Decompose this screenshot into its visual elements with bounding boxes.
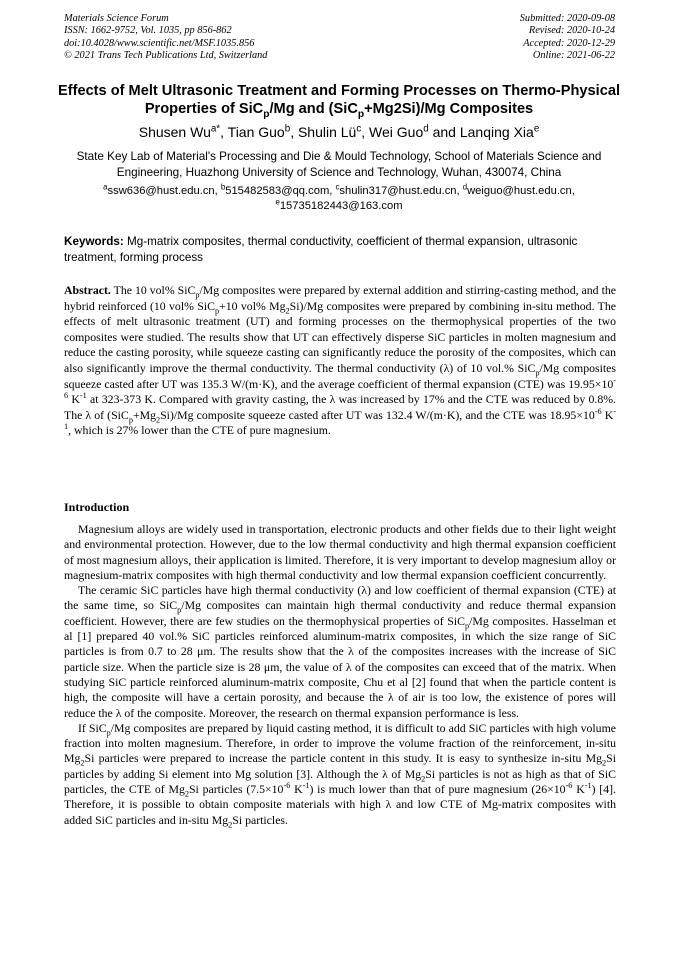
keywords-text: Mg-matrix composites, thermal conductivity, coefficient of thermal expansion, ultrasonic treatment, forming process [64,235,578,264]
affiliation: State Key Lab of Material's Processing and Die & Mould Technology, School of Materials Science and Engineering, Huazhong University of Science and Technology, Wuhan, 430074, China [76,150,602,179]
journal-name: Materials Science Forum [64,13,169,24]
email-link[interactable]: $^a$ssw636@hust.edu.cn [103,182,215,197]
author-list [40,124,638,141]
date-revised: Revised: 2020-10-24 [528,25,615,37]
author: Shulin $Lü^c$, [297,123,370,140]
dates-header [520,13,615,63]
keywords [64,234,616,265]
abstract-label: Abstract. [64,283,111,297]
paragraph: If SiC$_p$/Mg composites are prepared by liquid casting method, it is difficult to add SiC particles with high volume fraction into molten magnesium. Therefore, in order to improve the volume fraction of the reinforcement, in-situ $Mg_2Si$ particles were prepared to increase the particle content in this study. It is easy to synthesize in-situ $Mg_2Si$ particles by adding Si element into Mg solution [3]. Although the λ of $Mg_2Si$ particles is not as high as that of SiC particles, the CTE of $Mg_2Si$ particles ($7.5\times 10^{-6}$ $K^{-1}$) is much lower than that of pure magnesium ($26\times 10^{-6}$ $K^{-1}$) [4]. Therefore, it is possible to obtain composite materials with high λ and low CTE of Mg-matrix composites with added SiC particles and in-situ $Mg_2Si$ particles. [64,720,616,829]
paragraph: The ceramic SiC particles have high thermal conductivity (λ) and low coefficient of thermal expansion (CTE) at the same time, so SiC$_p$/Mg composites can maintain high thermal conductivity and reduce thermal expansion coefficient. However, there are few studies on the thermophysical properties of SiC$_p$/Mg composites. Hasselman et al [1] prepared 40 vol.% SiC particles reinforced aluminum-matrix composites, in which the size range of SiC particles is from 0.7 to 28 μm. The results show that the λ of the composites increases with the increase of SiC particle size. When the particle size is 28 μm, the value of λ of the composites can exceed that of the matrix. When studying SiC particle reinforced aluminum-matrix composite, Chu et al [2] found that when the particle content is high, the composite will have a certain porosity, and because the λ of air is too low, the existence of pores will reduce the λ of the composite. Moreover, the research on thermal expansion performance is less. [64,583,616,720]
author: Tian Guo$^b$, [227,123,298,140]
email-link[interactable]: $^b$515482583@qq.com [220,182,330,197]
author: Wei Guo$^d$ and [369,123,460,140]
keywords-label: Keywords: [64,235,124,248]
author: Lanqing Xia$^e$ [459,123,540,140]
abstract: Abstract. The 10 vol% SiC$_p$/Mg composites were prepared by external addition and stirring-casting method, and the hybrid reinforced (10 vol% SiC$_p$+10 vol% $Mg_2Si)/Mg$ composites were prepared by combining in-situ method. The effects of melt ultrasonic treatment (UT) and forming processes on the thermophysical properties of the two composites were studied. The results show that UT can effectively disperse SiC particles in molten magnesium and reduce the casting porosity, while squeeze casting can significantly reduce the porosity of the composites, which can also significantly improve the thermal conductivity. The thermal conductivity (λ) of 10 vol.% SiC$_p$/Mg composites squeeze casted after UT was 135.3 W/(m·K), and the average coefficient of thermal expansion (CTE) was $19.95\times 10^{-6}$ $K^{-1}$ at 323-373 K. Compared with gravity casting, the λ was increased by 17% and the CTE was reduced by 0.8%. The λ of $(SiC_p+Mg_2Si)/Mg$ composite squeeze casted after UT was 132.4 W/(m·K), and the CTE was $18.95\times 10^{-6}$ $K^{-1}$, which is 27% lower than the CTE of pure magnesium. [64,283,617,438]
author-emails: $^a$ssw636@hust.edu.cn, $^b$515482583@qq.com, $^c$shulin317@hust.edu.cn, $^d$weiguo@hust.edu.cn, $^e$15735182443@163.com [103,182,575,212]
email-link[interactable]: $^e$15735182443@163.com [275,197,403,212]
journal-header [64,13,267,63]
date-accepted: Accepted: 2020-12-29 [523,37,615,49]
journal-doi[interactable]: doi:10.4028/www.scientific.net/MSF.1035.856 [64,37,255,49]
date-submitted: Submitted: 2020-09-08 [519,13,615,24]
section-heading-introduction: Introduction [64,500,130,514]
introduction-body [64,522,616,828]
email-link[interactable]: $^c$shulin317@hust.edu.cn [335,182,457,197]
paragraph: Magnesium alloys are widely used in transportation, electronic products and other fields due to their light weight and environmental protection. However, due to the low thermal conductivity and high thermal expansion coefficient of most magnesium alloys, their application is limited. Therefore, it is very important to develop magnesium alloy or magnesium-matrix composites with high thermal conductivity and low thermal expansion coefficient concurrently. [64,522,616,582]
email-link[interactable]: $^d$weiguo@hust.edu.cn [462,182,572,197]
journal-copyright: © 2021 Trans Tech Publications Ltd, Switzerland [64,50,268,62]
date-online: Online: 2021-06-22 [532,50,615,62]
author: Shusen $Wu^{a*}$, [138,123,228,140]
journal-issn: ISSN: 1662-9752, Vol. 1035, pp 856-862 [64,25,232,37]
paper-title: Effects of Melt Ultrasonic Treatment and Forming Processes on Thermo-Physical Properties of SiC$_p$/Mg and (SiC$_p$+Mg2Si)/Mg Composites [58,83,620,121]
